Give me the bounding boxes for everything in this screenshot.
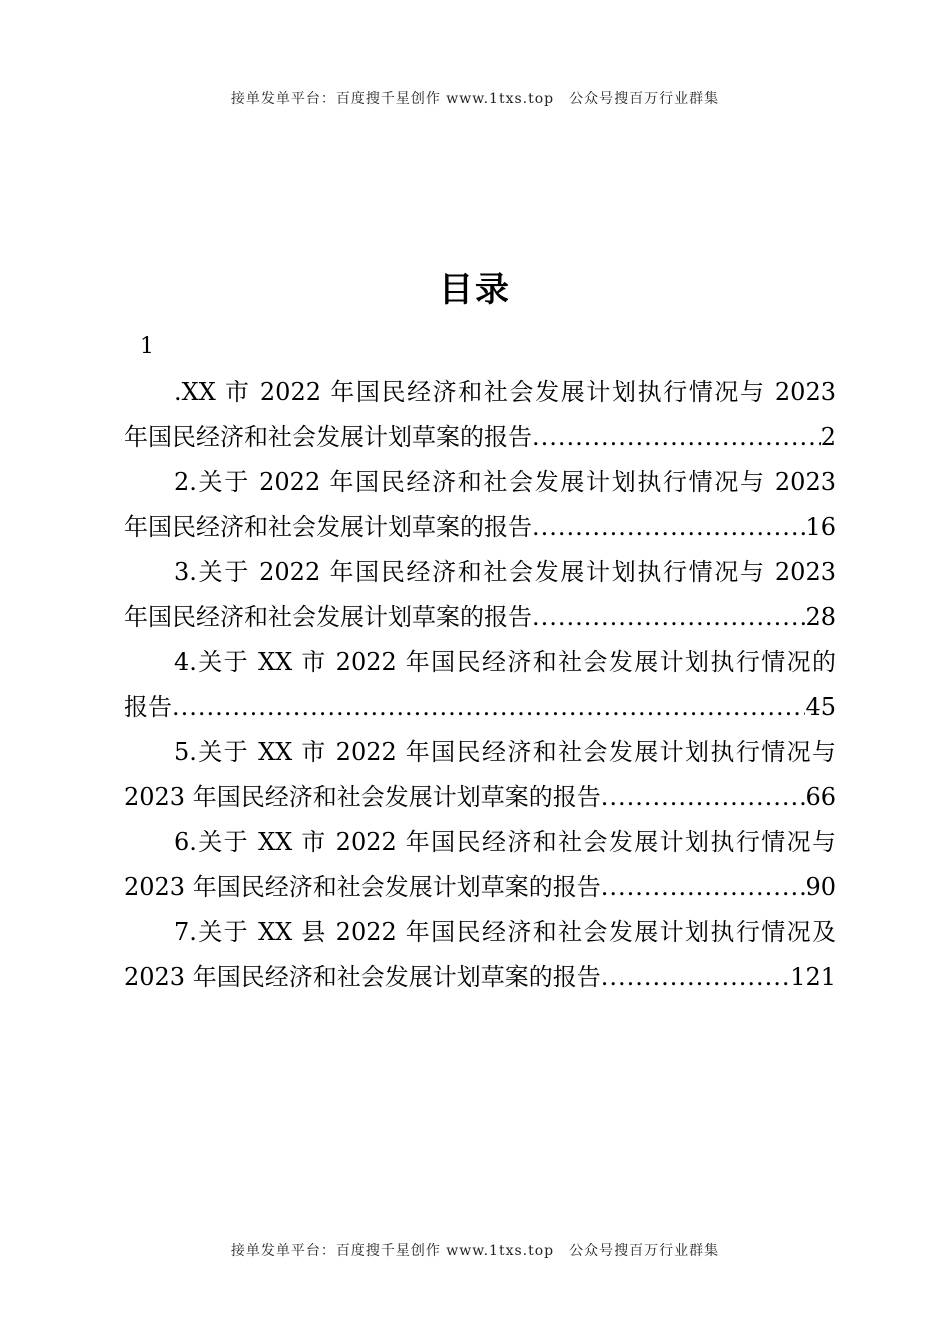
toc-page-number: 45 [805,693,836,721]
lead-number: 1 [140,334,154,359]
toc-dot-leader [601,865,806,910]
toc-entry-title: 6.关于 XX 市 2022 年国民经济和社会发展计划执行情况与 [174,828,836,856]
toc-dot-leader [532,595,805,640]
toc-page-number: 121 [790,963,836,991]
toc-entry-title: 2.关于 2022 年国民经济和社会发展计划执行情况与 2023 [174,468,836,496]
toc-page-number: 16 [805,513,836,541]
toc-entry-title: 7.关于 XX 县 2022 年国民经济和社会发展计划执行情况及 [174,918,836,946]
toc-entry-2[interactable] [124,460,836,550]
toc-entry-6[interactable] [124,820,836,910]
footer-watermark: 接单发单平台：百度搜千星创作 www.1txs.top 公众号搜百万行业群集 [230,1243,720,1259]
toc-dot-leader [532,415,821,460]
toc-entry-title-continued: 2023 年国民经济和社会发展计划草案的报告 [124,963,601,991]
toc-dot-leader [601,775,806,820]
page-title: 目录 [439,270,511,310]
toc-entry-3[interactable] [124,550,836,640]
toc-page-number: 2 [820,423,836,451]
toc-entry-title: 4.关于 XX 市 2022 年国民经济和社会发展计划执行情况的 [174,648,836,676]
toc-entry-5[interactable] [124,730,836,820]
toc-page-number: 66 [805,783,836,811]
toc-page-number: 90 [805,873,836,901]
toc-entry-4[interactable] [124,640,836,730]
toc-entry-1[interactable] [124,370,836,460]
header-watermark: 接单发单平台：百度搜千星创作 www.1txs.top 公众号搜百万行业群集 [230,91,720,107]
toc-entry-title: 5.关于 XX 市 2022 年国民经济和社会发展计划执行情况与 [174,738,836,766]
toc-entry-title: 3.关于 2022 年国民经济和社会发展计划执行情况与 2023 [174,558,836,586]
toc-entry-title-continued: 2023 年国民经济和社会发展计划草案的报告 [124,783,601,811]
toc-dot-leader [601,955,790,1000]
toc-entry-title-continued: 2023 年国民经济和社会发展计划草案的报告 [124,873,601,901]
toc-entry-title-continued: 年国民经济和社会发展计划草案的报告 [124,603,532,631]
toc-page-number: 28 [805,603,836,631]
toc-entry-title-continued: 年国民经济和社会发展计划草案的报告 [124,513,532,541]
table-of-contents [124,370,836,1000]
toc-entry-title-continued: 报告 [124,693,172,721]
toc-dot-leader [172,685,805,730]
toc-entry-title: .XX 市 2022 年国民经济和社会发展计划执行情况与 2023 [174,378,836,406]
toc-dot-leader [532,505,805,550]
toc-entry-title-continued: 年国民经济和社会发展计划草案的报告 [124,423,532,451]
toc-entry-7[interactable] [124,910,836,1000]
